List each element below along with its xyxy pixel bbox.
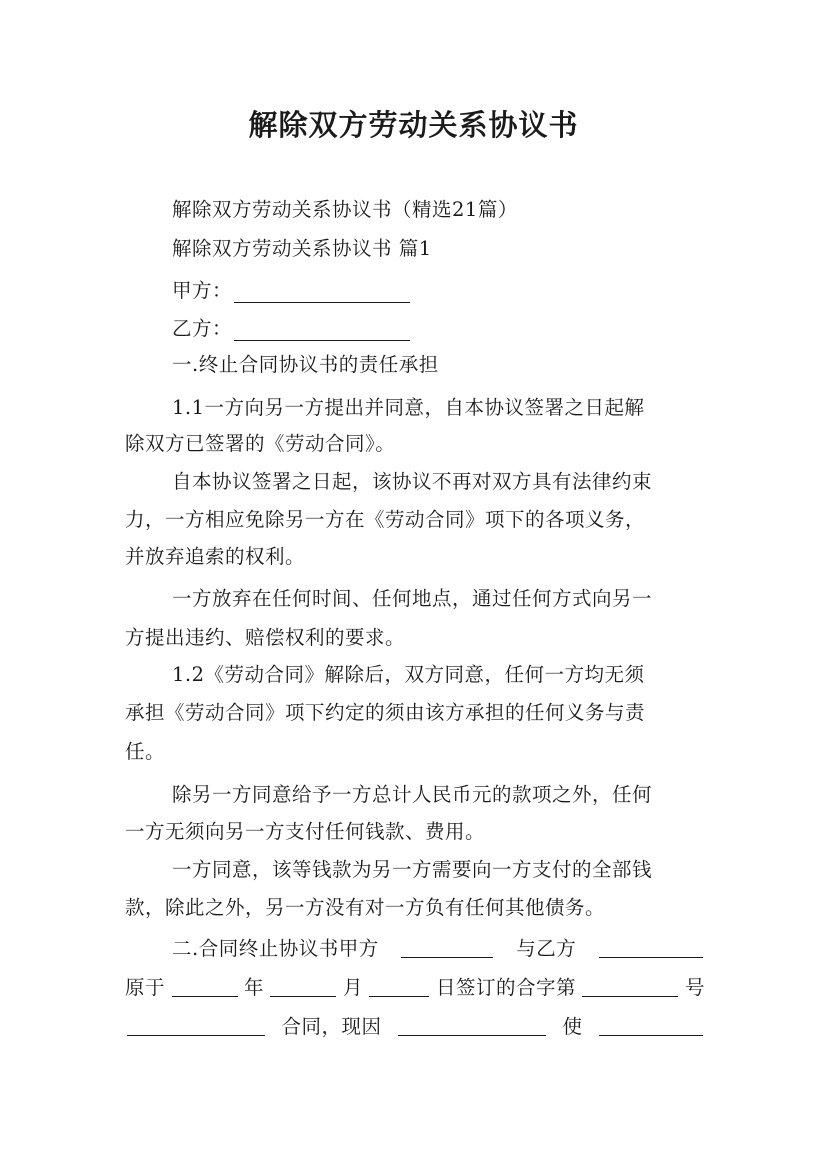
party-b-label: 乙方： xyxy=(172,317,233,340)
p4-line3: 任。 xyxy=(125,740,166,763)
party-a-name-blank xyxy=(401,937,493,958)
contract-name-blank xyxy=(127,1015,265,1036)
p4-line2: 承担《劳动合同》项下约定的须由该方承担的任何义务与责 xyxy=(125,701,646,724)
part2-line1 xyxy=(172,937,705,961)
party-a-label: 甲方： xyxy=(172,279,233,302)
p6-line2: 款，除此之外，另一方没有对一方负有任何其他债务。 xyxy=(125,896,606,919)
section-heading: 解除双方劳动关系协议书 篇1 xyxy=(172,237,432,260)
part2-seg5: 月 xyxy=(342,976,363,999)
year-blank xyxy=(172,976,238,997)
part2-seg8: 合同，现因 xyxy=(281,1015,382,1038)
document-subtitle: 解除双方劳动关系协议书（精选21篇） xyxy=(172,198,518,221)
p2-line2: 力，一方相应免除另一方在《劳动合同》项下的各项义务， xyxy=(125,508,646,531)
document-title: 解除双方劳动关系协议书 xyxy=(248,108,579,142)
party-a-line xyxy=(172,279,705,303)
p4-line1: 1.2《劳动合同》解除后，双方同意，任何一方均无须 xyxy=(172,663,645,686)
part2-seg3: 原于 xyxy=(125,976,166,999)
party-b-name-blank xyxy=(599,937,703,958)
part2-seg7: 号 xyxy=(684,976,705,999)
p1-line2: 除双方已签署的《劳动合同》。 xyxy=(125,432,396,455)
p3-line2: 方提出违约、赔偿权利的要求。 xyxy=(125,626,406,649)
part2-seg1: 二.合同终止协议书甲方 xyxy=(172,937,379,960)
p5-line2: 一方无须向另一方支付任何钱款、费用。 xyxy=(125,820,486,843)
part2-line3 xyxy=(125,1015,705,1039)
part1-heading: 一.终止合同协议书的责任承担 xyxy=(172,353,439,376)
party-a-blank xyxy=(234,282,410,303)
part2-seg4: 年 xyxy=(243,976,264,999)
day-blank xyxy=(369,976,429,997)
p2-line1: 自本协议签署之日起，该协议不再对双方具有法律约束 xyxy=(172,470,653,493)
p3-line1: 一方放弃在任何时间、任何地点，通过任何方式向另一 xyxy=(172,587,653,610)
part2-seg9: 使 xyxy=(562,1015,583,1038)
contract-number-blank xyxy=(582,976,678,997)
p6-line1: 一方同意，该等钱款为另一方需要向一方支付的全部钱 xyxy=(172,858,653,881)
p5-line1: 除另一方同意给予一方总计人民币元的款项之外，任何 xyxy=(172,783,653,806)
p2-line3: 并放弃追索的权利。 xyxy=(125,545,306,568)
party-b-blank xyxy=(234,320,410,341)
month-blank xyxy=(270,976,336,997)
part2-seg6: 日签订的合字第 xyxy=(435,976,576,999)
reason-blank xyxy=(398,1015,546,1036)
part2-seg2: 与乙方 xyxy=(516,937,577,960)
part2-line2 xyxy=(125,976,705,1000)
result-blank xyxy=(599,1015,703,1036)
party-b-line xyxy=(172,317,705,341)
p1-line1: 1.1一方向另一方提出并同意，自本协议签署之日起解 xyxy=(172,396,645,419)
